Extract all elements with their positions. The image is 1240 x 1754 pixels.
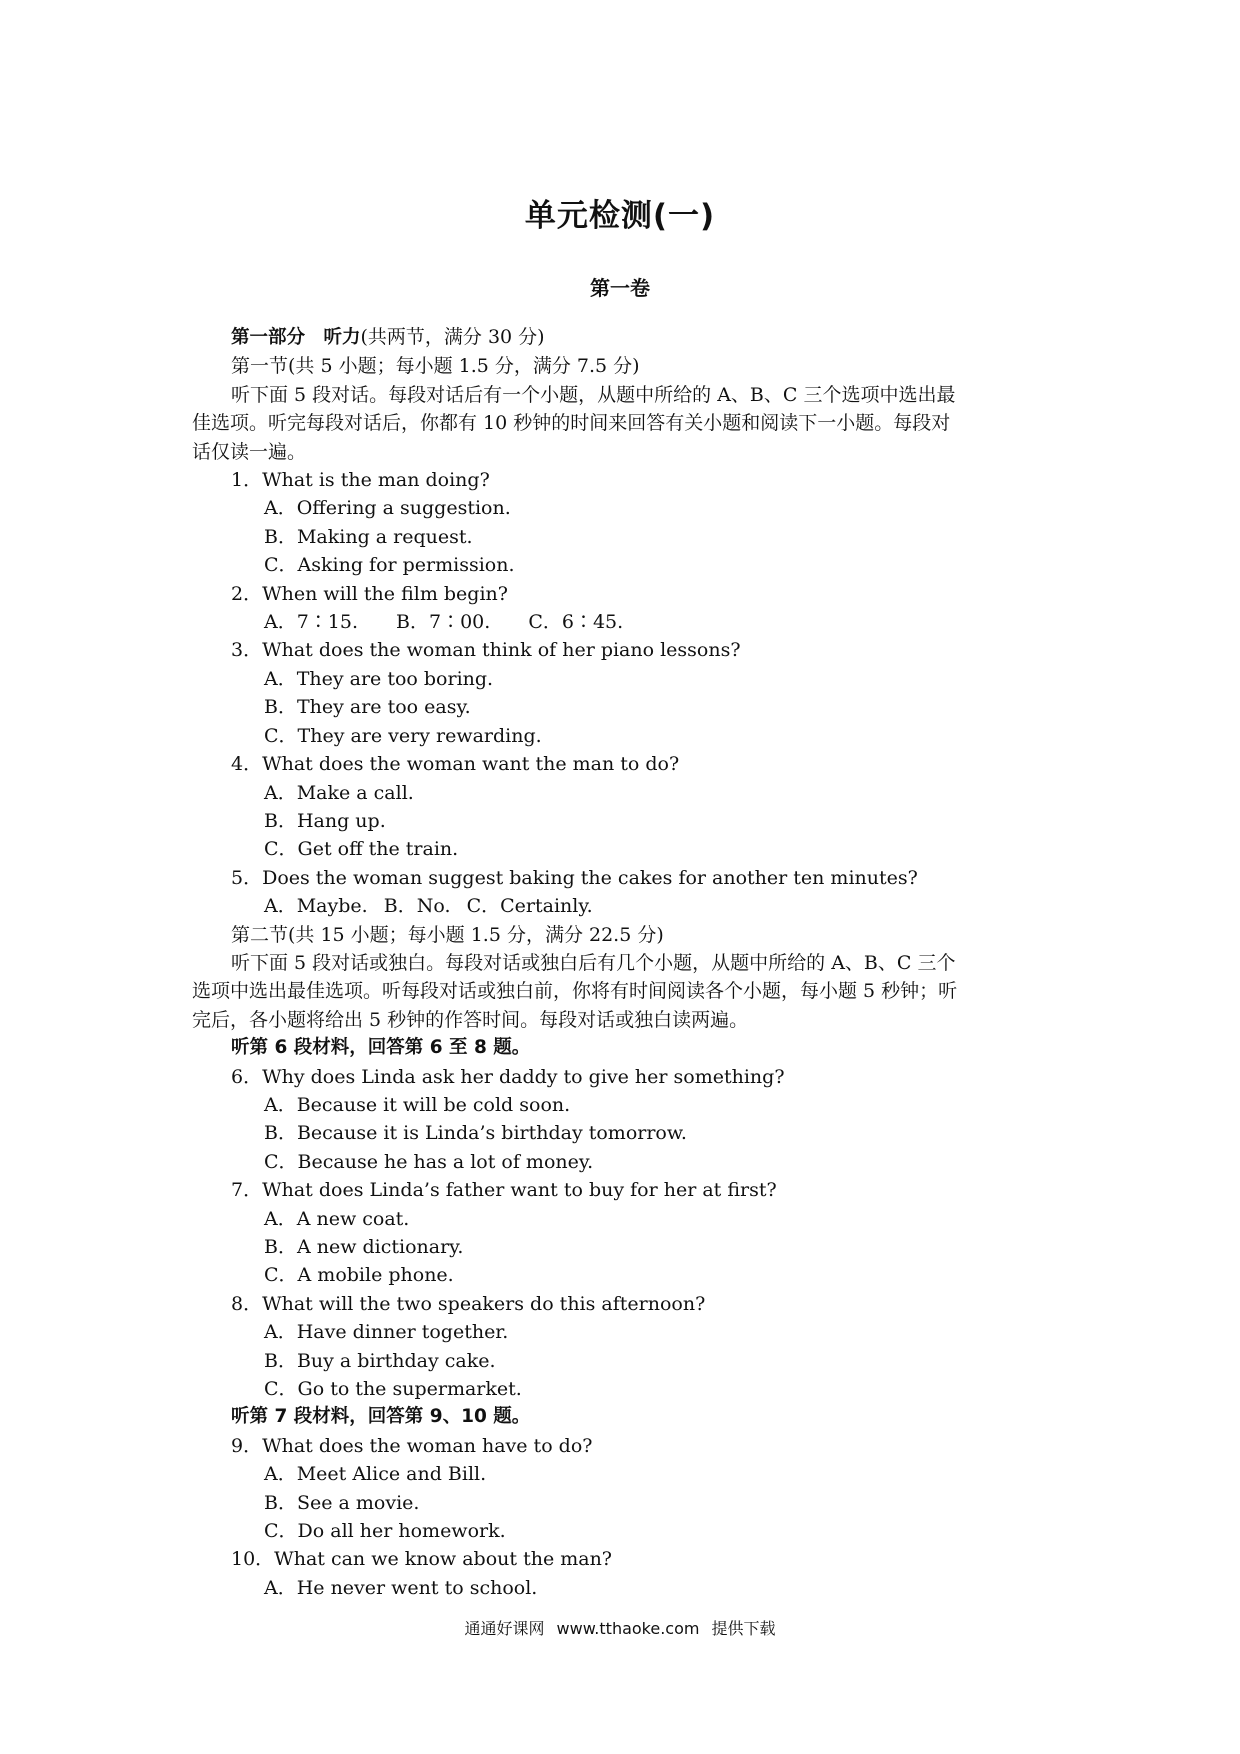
option-a: A．Maybe. [264,895,368,918]
option-c: C．Because he has a lot of money. [264,1150,594,1173]
options-inline [192,892,1062,920]
option-a: A．Offering a suggestion. [264,497,511,520]
question-stem: 2．When will the film begin? [231,582,508,605]
option-a: A．He never went to school. [264,1576,538,1599]
option-b: B．No. [383,895,451,918]
footer-suffix: 提供下载 [711,1619,776,1638]
question-stem: 1．What is the man doing? [231,469,490,492]
option-b: B．Making a request. [264,525,473,548]
option-c: C．They are very rewarding. [264,724,542,747]
part1-heading [192,323,1062,352]
option-c: C．Get off the train. [264,838,459,861]
section1-heading: 第一节(共 5 小题；每小题 1.5 分，满分 7.5 分) [231,355,640,378]
options-inline [192,608,1062,636]
instruction-line: 听下面 5 段对话或独白。每段对话或独白后有几个小题，从题中所给的 A、B、C 三个 [231,951,956,974]
question-stem: 6．Why does Linda ask her daddy to give her something? [231,1065,785,1088]
instruction-line: 佳选项。听完每段对话后，你都有 10 秒钟的时间来回答有关小题和阅读下一小题。每段对 [192,412,951,435]
option-c: C．Asking for permission. [264,554,515,577]
question-stem: 5．Does the woman suggest baking the cakes for another ten minutes? [231,866,918,889]
instruction-line: 话仅读一遍。 [192,440,307,463]
question-stem: 4．What does the woman want the man to do? [231,753,680,776]
option-c: C．A mobile phone. [264,1264,454,1287]
page-title: 单元检测(一) [524,198,716,234]
option-c: C．Certainly. [466,895,593,918]
section2-heading: 第二节(共 15 小题；每小题 1.5 分，满分 22.5 分) [231,923,664,946]
material-heading: 听第 6 段材料，回答第 6 至 8 题。 [231,1037,531,1059]
option-c: C．6∶45. [528,611,624,634]
page-footer [0,1616,1240,1639]
material-heading: 听第 7 段材料，回答第 9、10 题。 [231,1406,531,1428]
question-stem: 7．What does Linda’s father want to buy for her at first? [231,1179,777,1202]
option-a: A．Make a call. [264,781,414,804]
question-stem: 10．What can we know about the man? [231,1548,612,1571]
option-c: C．Do all her homework. [264,1520,506,1543]
option-a: A．Because it will be cold soon. [264,1093,571,1116]
instruction-line: 选项中选出最佳选项。听每段对话或独白前，你将有时间阅读各个小题，每小题 5 秒钟；听 [192,980,958,1003]
option-b: B．They are too easy. [264,696,471,719]
volume-heading: 第一卷 [590,276,650,300]
footer-url[interactable]: www.tthaoke.com [556,1619,700,1638]
option-a: A．They are too boring. [264,667,494,690]
option-a: A．A new coat. [264,1207,410,1230]
section1-instructions [192,381,1062,466]
exam-content [192,323,1062,1602]
question-stem: 3．What does the woman think of her piano lessons? [231,639,741,662]
option-b: B．7∶00. [396,611,491,634]
instruction-line: 听下面 5 段对话。每段对话后有一个小题，从题中所给的 A、B、C 三个选项中选出最 [231,383,956,406]
question-stem: 8．What will the two speakers do this afternoon? [231,1292,706,1315]
option-b: B．See a movie. [264,1491,420,1514]
instruction-line: 完后，各小题将给出 5 秒钟的作答时间。每段对话或独白读两遍。 [192,1008,749,1031]
option-a: A．Have dinner together. [264,1321,509,1344]
option-b: B．Hang up. [264,809,386,832]
part1-heading-rest: (共两节，满分 30 分) [360,326,545,348]
part1-heading-bold: 第一部分 听力 [231,327,361,348]
question-stem: 9．What does the woman have to do? [231,1434,593,1457]
option-b: B．A new dictionary. [264,1236,464,1258]
option-a: A．Meet Alice and Bill. [264,1463,487,1486]
footer-site-name: 通通好课网 [464,1619,545,1638]
option-a: A．7∶15. [264,611,359,634]
section2-instructions [192,949,1062,1034]
option-c: C．Go to the supermarket. [264,1378,522,1401]
option-b: B．Because it is Linda’s birthday tomorrow. [264,1122,687,1145]
option-b: B．Buy a birthday cake. [264,1349,496,1372]
